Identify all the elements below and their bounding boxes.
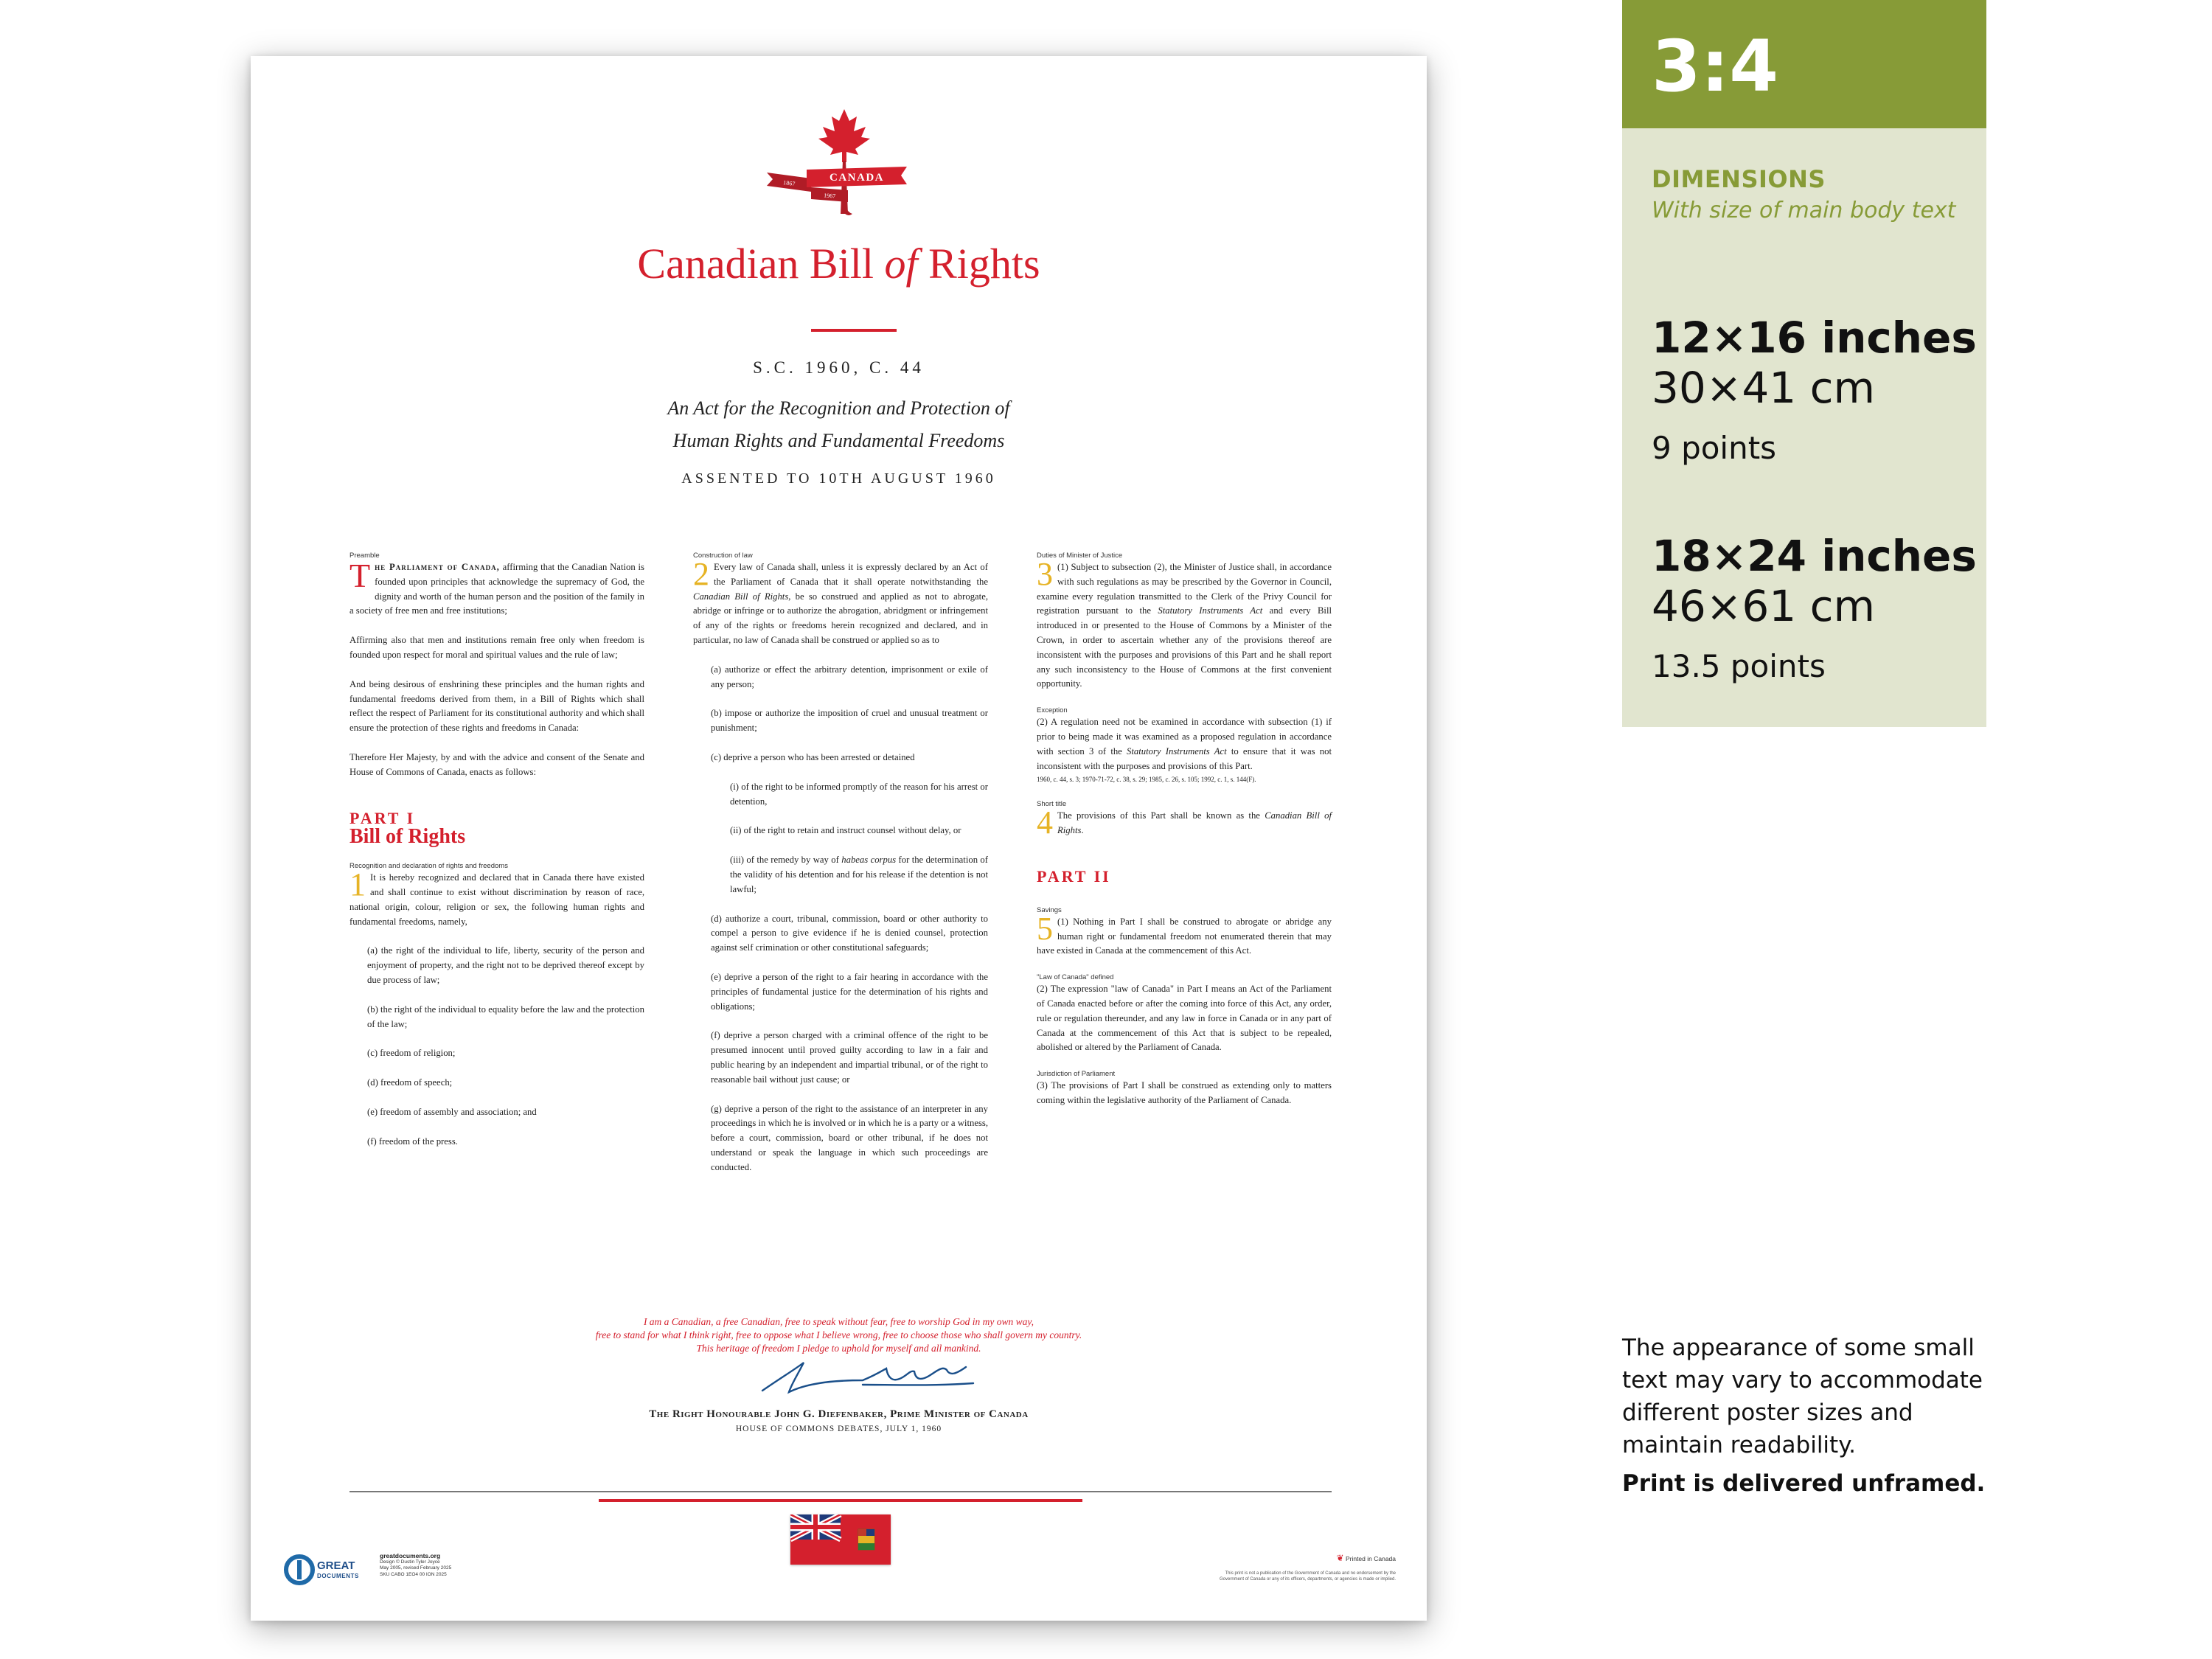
website-link[interactable]: greatdocuments.org [380,1552,441,1559]
section-3: 3 (1) Subject to subsection (2), the Minister of Justice shall, in accordance with such regulations as may be prescribed by the Governor in Council, examine every regulation transmitted to the Clerk of the Privy Council for registration pursuant to the Statutory Instruments Act and every Bill introduced in or presented to the House of Commons by a Minister of the Crown, in order to ascertain whether any of the provisions thereof are inconsistent with the purposes and provisions of this Part and he shall report any such inconsistency to the House of Commons at the first convenient opportunity. [1037,556,1332,689]
size-points: 9 points [1652,430,1777,466]
preamble-p3: And being desirous of enshrining these principles and the human rights and fundamental freedoms derived from them, in a Bill of Rights which shall reflect the respect of Parliament for its constitutional authority and which shall ensure the protection of these rights and freedoms in Canada: [349,678,644,734]
size-option-12x16 [1652,313,1977,467]
section-2-d: (d) authorize a court, tribunal, commission, board or other authority to compel a person to give evidence if he is denied counsel, protection against self crimination or other constitutional safeguards; [711,913,988,953]
footer-rule [349,1491,1332,1492]
section-5-2: (2) The expression "law of Canada" in Part I means an Act of the Parliament of Canada enacted before or after the coming into force of this Act, any order, rule or regulation thereunder, and any law in force in Canada or in any part of Canada at the commencement of this Act that is subject to be repealed, abolished or altered by the Parliament of Canada. [1037,984,1332,1053]
maple-leaf-icon: ❦ [1336,1553,1344,1563]
ribbon-text: CANADA [830,172,884,184]
part-1-heading: PART I [349,808,416,827]
size-option-18x24 [1652,531,1977,686]
section-5: 5 (1) Nothing in Part I shall be construed to abrogate or abridge any human right or fundamental freedom not enumerated therein that may have existed in Canada at the commencement of this Act. [1037,910,1332,956]
margin-note: Construction of law [693,552,753,560]
section-5-3: (3) The provisions of Part I shall be construed as extending only to matters coming within the legislative authority of the Parliament of Canada. [1037,1080,1332,1105]
margin-note: Jurisdiction of Parliament [1037,1070,1116,1079]
section-1-c: (c) freedom of religion; [367,1048,456,1059]
section-1-d: (d) freedom of speech; [367,1077,453,1088]
column-1 [349,550,644,1164]
section-number: 1 [349,866,366,903]
preamble-p4: Therefore Her Majesty, by and with the advice and consent of the Senate and House of Commons of Canada, enacts as follows: [349,751,644,777]
assent-date: ASSENTED TO 10TH AUGUST 1960 [681,470,996,487]
aspect-ratio: 3:4 [1652,25,1778,108]
size-cm: 30×41 cm [1652,363,1876,413]
section-2-b: (b) impose or authorize the imposition of cruel and unusual treatment or punishment; [711,708,988,734]
section-2-e: (e) deprive a person of the right to a fair hearing in accordance with the principles of fundamental justice for the determination of his rights and obligations; [711,971,988,1012]
preamble-p1: The Parliament of Canada, affirming that the Canadian Nation is founded upon principles that acknowledge the supremacy of God, the dignity and worth of the human person and the position of the family in a society of free men and free institutions; [349,557,644,616]
section-2-c-iii: (iii) of the remedy by way of habeas corpus for the determination of the validity of his detention and for his release if the detention is not lawful; [730,855,988,894]
margin-note: Preamble [349,552,380,560]
section-3-2: (2) A regulation need not be examined in accordance with subsection (1) if prior to being made it was examined as a proposed regulation in accordance with section 3 of the Statutory Instruments Act to ensure that it was not inconsistent with the purposes and provisions of this Part. [1037,717,1332,771]
year-1867: 1867 [782,179,796,187]
great-documents-logo [283,1553,372,1587]
section-1-e: (e) freedom of assembly and association; and [367,1106,537,1117]
section-1-f: (f) freedom of the press. [367,1135,458,1147]
section-2: 2 Every law of Canada shall, unless it is expressly declared by an Act of the Parliament of Canada that it shall operate notwithstanding the Canadian Bill of Rights, be so construed and applied as not to abrogate, abridge or infringe or to authorize the abrogation, abridgment or infringement of any of the rights or freedoms herein recognized and declared, and in particular, no law of Canada shall be construed or applied so as to [693,556,988,645]
section-2-c-i: (i) of the right to be informed promptly of the reason for his arrest or detention, [730,781,988,807]
dimensions-subtitle: With size of main body text [1652,198,1956,223]
section-2-g: (g) deprive a person of the right to the assistance of an interpreter in any proceedings in which he is involved or in which he is a party or a witness, before a court, commission, board or other tribunal, if he does not understand or speak the language in which such proceedings are conducted. [711,1103,988,1172]
title-rule [811,329,897,332]
margin-note: "Law of Canada" defined [1037,973,1114,982]
margin-note: Duties of Minister of Justice [1037,552,1123,560]
part-2-heading: PART II [1037,866,1111,886]
year-1967: 1967 [823,192,836,200]
margin-note: Exception [1037,706,1068,715]
poster [251,56,1427,1621]
section-1-a: (a) the right of the individual to life, liberty, security of the person and enjoyment of property, and the right not to be deprived thereof except by due process of law; [367,945,644,985]
size-inches: 12×16 inches [1652,313,1977,363]
poster-title: Canadian Bill of Rights [637,240,1040,288]
section-4: 4 The provisions of this Part shall be known as the Canadian Bill of Rights. [1037,804,1332,841]
section-number: 3 [1037,556,1053,592]
printed-in-canada: ❦ Printed in Canada [1336,1553,1396,1563]
diefenbaker-quote: I am a Canadian, a free Canadian, free to speak without fear, free to worship God in my own way, free to stand for what I think right, free to oppose what I believe wrong, free to choose those who shall govern my country. This heritage of freedom I pledge to uphold for myself and all mankind. [595,1316,1082,1354]
ratio-header [1622,0,1986,128]
act-long-title: An Act for the Recognition and Protection of Human Rights and Fundamental Freedoms [667,397,1010,451]
size-points: 13.5 points [1652,648,1826,684]
preamble-p2: Affirming also that men and institutions remain free only when freedom is founded upon respect for moral and spiritual values and the rule of law; [349,635,644,660]
amendment-history: 1960, c. 44, s. 3; 1970-71-72, c. 38, s. 29; 1985, c. 26, s. 105; 1992, c. 1, s. 144(F). [1037,776,1256,784]
dimensions-panel [1622,128,1986,727]
column-3 [1037,550,1332,1123]
publisher-info: greatdocuments.org Design © Dustin Tyler Joyce May 2005, revised February 2025 SKU CABO 1EO4 00 ION 2025 [380,1552,452,1577]
size-note: The appearance of some small text may vary to accommodate different poster sizes and maintain readability. [1622,1335,1983,1458]
margin-note: Short title [1037,800,1067,809]
statute-citation: S.C. 1960, C. 44 [753,358,925,377]
section-2-a: (a) authorize or effect the arbitrary detention, imprisonment or exile of any person; [711,664,988,689]
section-1-b: (b) the right of the individual to equality before the law and the protection of the law; [367,1004,644,1029]
column-2 [693,550,988,1190]
signer-name: The Right Honourable John G. Diefenbaker, Prime Minister of Canada [649,1408,1029,1420]
maple-leaf-icon [818,109,870,162]
brand-documents: DOCUMENTS [317,1573,359,1579]
section-number: 4 [1037,804,1053,841]
margin-note: Recognition and declaration of rights and freedoms [349,862,508,871]
debates-reference: HOUSE OF COMMONS DEBATES, JULY 1, 1960 [735,1425,942,1433]
margin-note: Savings [1037,905,1062,914]
section-1: 1 It is hereby recognized and declared that in Canada there have existed and shall continue to exist without discrimination by reason of race, national origin, colour, religion or sex, the following human rights and fundamental freedoms, namely, [349,866,644,927]
dimensions-label: DIMENSIONS [1652,165,1826,193]
section-2-c: (c) deprive a person who has been arrested or detained [711,751,915,762]
size-inches: 18×24 inches [1652,531,1977,581]
unframed-note: Print is delivered unframed. [1622,1470,1986,1497]
footer-red-rule [599,1499,1082,1502]
part-1-title: Bill of Rights [349,825,466,849]
canada-centennial-logo [759,105,929,223]
signature-image [752,1355,988,1399]
section-number: 5 [1037,910,1053,947]
size-cm: 46×61 cm [1652,581,1876,631]
section-2-c-ii: (ii) of the right to retain and instruct counsel without delay, or [730,825,961,836]
government-disclaimer: This print is not a publication of the Government of Canada and no endorsement by the Government of Canada or any of its officers, departments, or agencies is made or implied. [1219,1571,1396,1582]
drop-cap: T [349,557,371,594]
section-number: 2 [693,556,709,592]
red-ensign-flag-icon [790,1514,891,1565]
section-2-f: (f) deprive a person charged with a criminal offence of the right to be presumed innocent until proved guilty according to law in a fair and public hearing by an independent and impartial tribunal, or of the right to reasonable bail without just cause; or [711,1030,988,1085]
brand-great: GREAT [317,1559,355,1572]
